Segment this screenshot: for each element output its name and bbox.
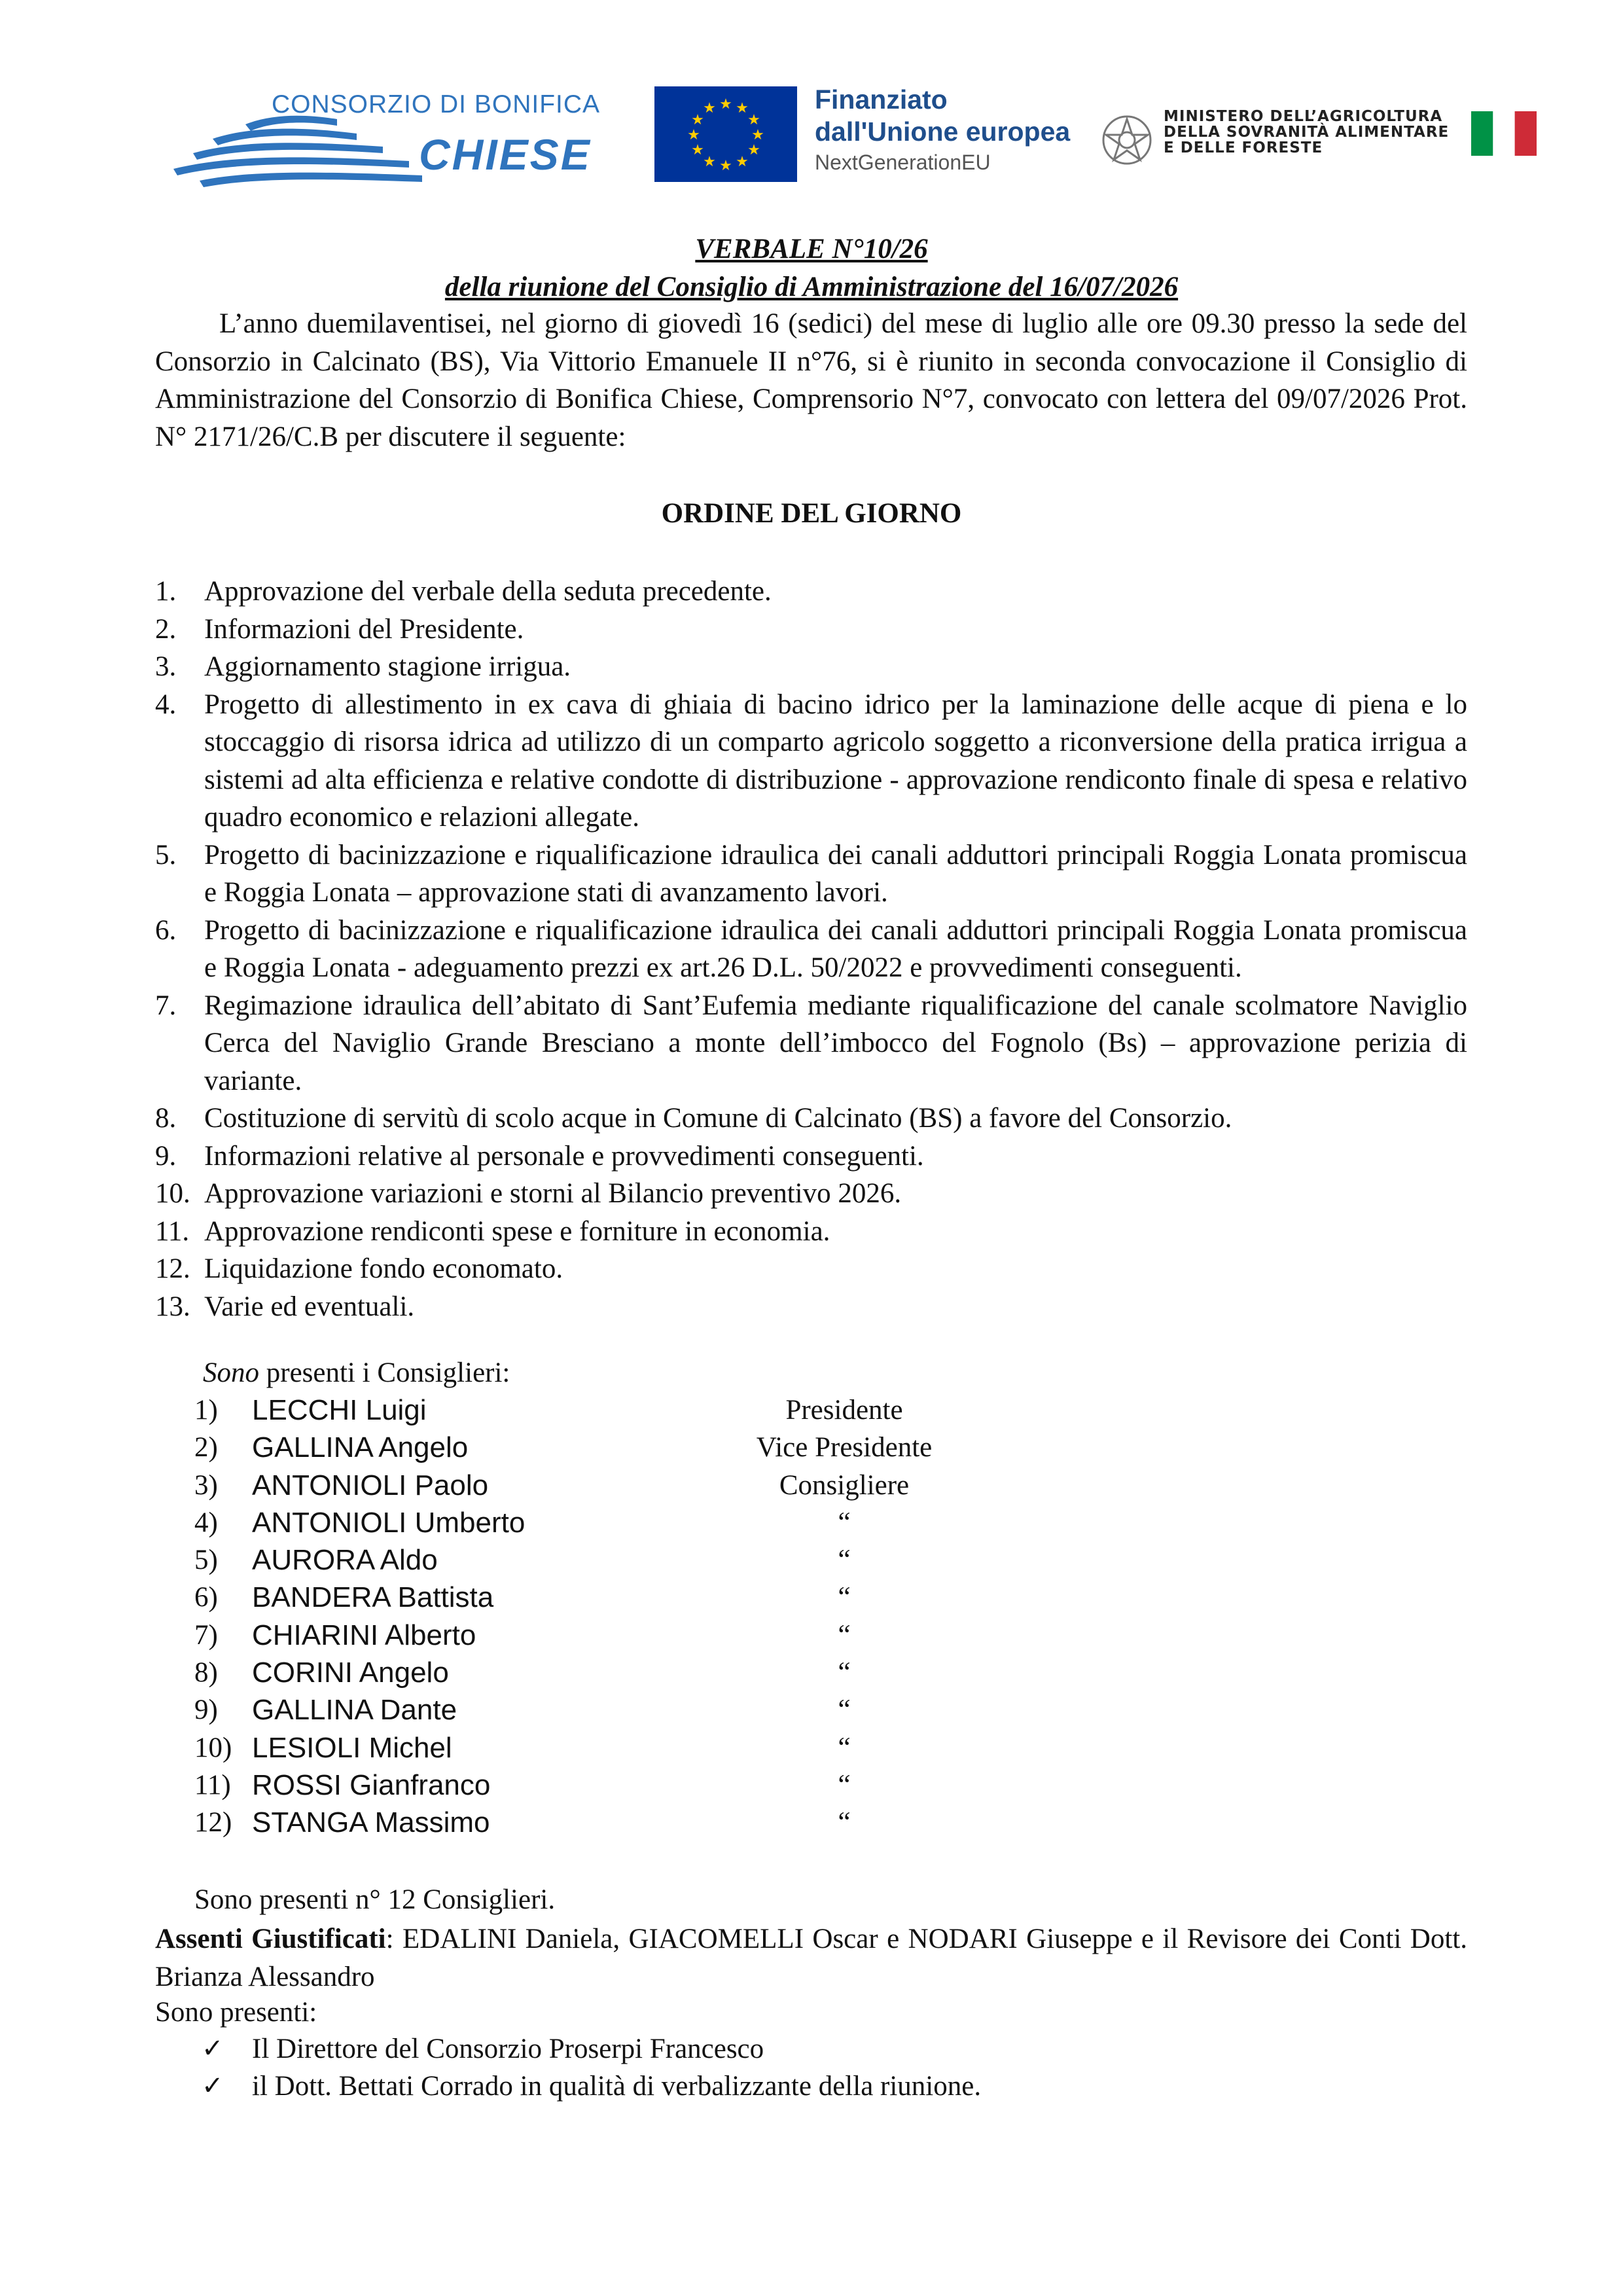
agenda-item: [155, 836, 1467, 912]
ministry-line-3: E DELLE FORESTE: [1164, 139, 1323, 156]
agenda-item-number: 8.: [155, 1103, 177, 1134]
member-role: Presidente: [785, 1395, 903, 1426]
consorzio-title: CONSORZIO DI BONIFICA: [272, 90, 601, 118]
svg-text:★: ★: [736, 100, 749, 117]
svg-text:★: ★: [751, 127, 764, 143]
svg-text:★: ★: [703, 154, 716, 170]
members-list: [0, 1394, 1623, 1844]
checkmark-icon: ✓: [202, 2034, 224, 2063]
member-row: [0, 1581, 1623, 1619]
agenda-item-number: 5.: [155, 839, 177, 870]
member-number: 1): [194, 1395, 218, 1426]
agenda-item-text: Aggiornamento stagione irrigua.: [204, 651, 571, 682]
agenda-item: [155, 686, 1467, 836]
member-number: 6): [194, 1582, 218, 1613]
agenda-item: [155, 1213, 1467, 1251]
absent-label: Assenti Giustificati: [155, 1924, 386, 1954]
member-number: 8): [194, 1657, 218, 1689]
svg-text:★: ★: [719, 96, 732, 113]
eu-line-1: Finanziato: [815, 84, 948, 115]
member-row: [0, 1619, 1623, 1657]
member-name: LECCHI Luigi: [252, 1394, 427, 1426]
member-number: 3): [194, 1469, 218, 1501]
wave-icon: [173, 113, 422, 191]
agenda-item-number: 13.: [155, 1291, 190, 1322]
present-members-intro: [203, 1357, 510, 1389]
agenda-item-number: 6.: [155, 914, 177, 946]
svg-text:★: ★: [691, 112, 704, 128]
document-title: VERBALE N°10/26: [695, 234, 928, 264]
eu-funding-text: [815, 84, 1070, 177]
member-role: “: [838, 1732, 851, 1763]
member-row: [0, 1469, 1623, 1507]
svg-text:★: ★: [747, 112, 760, 128]
member-row: [0, 1507, 1623, 1544]
member-number: 4): [194, 1507, 218, 1538]
agenda-item: [155, 912, 1467, 987]
svg-text:★: ★: [691, 142, 704, 158]
member-number: 10): [194, 1732, 232, 1763]
member-name: STANGA Massimo: [252, 1806, 490, 1839]
agenda-item-text: Informazioni relative al personale e provvedimenti conseguenti.: [204, 1140, 924, 1172]
present-intro-text: presenti i Consiglieri:: [259, 1357, 510, 1388]
member-role: Consigliere: [779, 1469, 910, 1501]
member-name: ANTONIOLI Umberto: [252, 1506, 526, 1539]
member-name: GALLINA Angelo: [252, 1431, 469, 1464]
member-number: 11): [194, 1769, 231, 1801]
consorzio-chiese-logo: [173, 86, 601, 191]
italian-emblem-icon: [1099, 107, 1154, 170]
document-subtitle: della riunione del Consiglio di Amministrazione del 16/07/2026: [444, 272, 1179, 302]
member-name: ROSSI Gianfranco: [252, 1768, 491, 1801]
agenda-item-number: 4.: [155, 689, 177, 720]
agenda-item-number: 12.: [155, 1253, 190, 1284]
agenda-item-text: Progetto di allestimento in ex cava di ghiaia di bacino idrico per la laminazione delle acque di piena e lo stoccaggio di risorsa idrica ad utilizzo di un comparto agricolo soggetto a riconversione della pratica irrigua a sistemi ad alta efficienza e relative condotte di distribuzione - approvazione rendiconto finale di spesa e relativo quadro economico e relazioni allegate.: [204, 689, 1467, 833]
member-name: BANDERA Battista: [252, 1581, 494, 1614]
agenda-item: [155, 573, 1467, 611]
member-role: “: [838, 1695, 851, 1726]
agenda-item-number: 11.: [155, 1215, 190, 1247]
agenda-item: [155, 1288, 1467, 1326]
eu-flag-icon: [654, 86, 797, 182]
agenda-heading: ORDINE DEL GIORNO: [661, 498, 962, 529]
member-number: 7): [194, 1619, 218, 1651]
agenda-item: [155, 648, 1467, 686]
member-role: “: [838, 1507, 851, 1538]
checkmark-icon: ✓: [202, 2071, 224, 2100]
member-name: AURORA Aldo: [252, 1544, 438, 1577]
agenda-item-number: 2.: [155, 613, 177, 645]
intro-paragraph: L’anno duemilaventisei, nel giorno di giovedì 16 (sedici) del mese di luglio alle ore 09.30 presso la sede del Consorzio in Calcinato (BS), Via Vittorio Emanuele II n°76, si è riunito in seconda convocazione il Consiglio di Amministrazione del Consorzio di Bonifica Chiese, Comprensorio N°7, convocato con lettera del 09/07/2026 Prot. N° 2171/26/C.B per discutere il seguente:: [155, 308, 1467, 452]
eu-line-2: dall'Unione europea: [815, 117, 1071, 147]
ministry-line-2: DELLA SOVRANITÀ ALIMENTARE: [1164, 124, 1450, 141]
agenda-item-text: Varie ed eventuali.: [204, 1291, 415, 1322]
member-role: “: [838, 1619, 851, 1651]
svg-text:★: ★: [747, 142, 760, 158]
member-row: [0, 1657, 1623, 1694]
agenda-item-number: 3.: [155, 651, 177, 682]
member-role: “: [838, 1545, 851, 1576]
svg-text:★: ★: [719, 158, 732, 174]
agenda-item-number: 9.: [155, 1140, 177, 1172]
member-row: [0, 1732, 1623, 1769]
member-row: [0, 1694, 1623, 1731]
present-count: Sono presenti n° 12 Consiglieri.: [194, 1884, 556, 1915]
also-present-item: il Dott. Bettati Corrado in qualità di verbalizzante della riunione.: [252, 2071, 982, 2102]
agenda-item: [155, 1175, 1467, 1213]
agenda-item: [155, 1250, 1467, 1288]
agenda-list: [155, 573, 1467, 1325]
svg-text:★: ★: [736, 154, 749, 170]
agenda-item-text: Progetto di bacinizzazione e riqualificazione idraulica dei canali adduttori principali Roggia Lonata promiscua e Roggia Lonata - adeguamento prezzi ex art.26 D.L. 50/2022 e provvedimenti conseguenti.: [204, 914, 1467, 983]
member-row: [0, 1806, 1623, 1844]
consorzio-name: CHIESE: [419, 130, 592, 179]
member-name: LESIOLI Michel: [252, 1731, 452, 1764]
member-row: [0, 1431, 1623, 1469]
agenda-item: [155, 1138, 1467, 1175]
member-number: 9): [194, 1695, 218, 1726]
member-row: [0, 1544, 1623, 1581]
agenda-item-number: 10.: [155, 1178, 190, 1209]
member-name: CORINI Angelo: [252, 1657, 449, 1689]
absent-paragraph: [155, 1920, 1467, 1996]
italian-flag-icon: [1471, 111, 1537, 156]
agenda-item-text: Progetto di bacinizzazione e riqualificazione idraulica dei canali adduttori principali Roggia Lonata promiscua e Roggia Lonata – approvazione stati di avanzamento lavori.: [204, 839, 1467, 908]
agenda-item: [155, 611, 1467, 649]
present-intro-italic: Sono: [203, 1357, 259, 1388]
ministry-text: [1164, 109, 1449, 156]
member-name: ANTONIOLI Paolo: [252, 1469, 489, 1501]
svg-text:★: ★: [703, 100, 716, 117]
member-number: 5): [194, 1545, 218, 1576]
agenda-item-number: 1.: [155, 576, 177, 607]
absent-text: : EDALINI Daniela, GIACOMELLI Oscar e NODARI Giuseppe e il Revisore dei Conti Dott. Brianza Alessandro: [155, 1924, 1467, 1992]
agenda-item-text: Informazioni del Presidente.: [204, 613, 524, 645]
agenda-item-number: 7.: [155, 990, 177, 1021]
member-row: [0, 1769, 1623, 1806]
agenda-item-text: Costituzione di servitù di scolo acque in Comune di Calcinato (BS) a favore del Consorzio.: [204, 1103, 1232, 1134]
member-role: “: [838, 1657, 851, 1689]
agenda-item: [155, 987, 1467, 1100]
member-role: “: [838, 1582, 851, 1613]
member-name: CHIARINI Alberto: [252, 1619, 476, 1651]
member-role: Vice Presidente: [756, 1432, 933, 1463]
also-present-label: Sono presenti:: [155, 1997, 317, 2028]
also-present-item: Il Direttore del Consorzio Proserpi Francesco: [252, 2034, 764, 2064]
agenda-item-text: Approvazione variazioni e storni al Bilancio preventivo 2026.: [204, 1178, 902, 1209]
eu-line-3: NextGenerationEU: [815, 151, 991, 174]
member-role: “: [838, 1807, 851, 1839]
member-number: 2): [194, 1432, 218, 1463]
ministry-line-1: MINISTERO DELL’AGRICOLTURA: [1164, 108, 1443, 125]
svg-text:★: ★: [687, 127, 700, 143]
agenda-item-text: Liquidazione fondo economato.: [204, 1253, 563, 1284]
member-row: [0, 1394, 1623, 1431]
member-number: 12): [194, 1807, 232, 1839]
member-role: “: [838, 1769, 851, 1801]
member-name: GALLINA Dante: [252, 1694, 457, 1727]
agenda-item-text: Approvazione del verbale della seduta precedente.: [204, 576, 772, 607]
agenda-item: [155, 1100, 1467, 1138]
agenda-item-text: Regimazione idraulica dell’abitato di Sant’Eufemia mediante riqualificazione del canale scolmatore Naviglio Cerca del Naviglio Grande Bresciano a monte dell’imbocco del Fognolo (Bs) – approvazione perizia di variante.: [204, 990, 1467, 1096]
agenda-item-text: Approvazione rendiconti spese e forniture in economia.: [204, 1215, 830, 1247]
